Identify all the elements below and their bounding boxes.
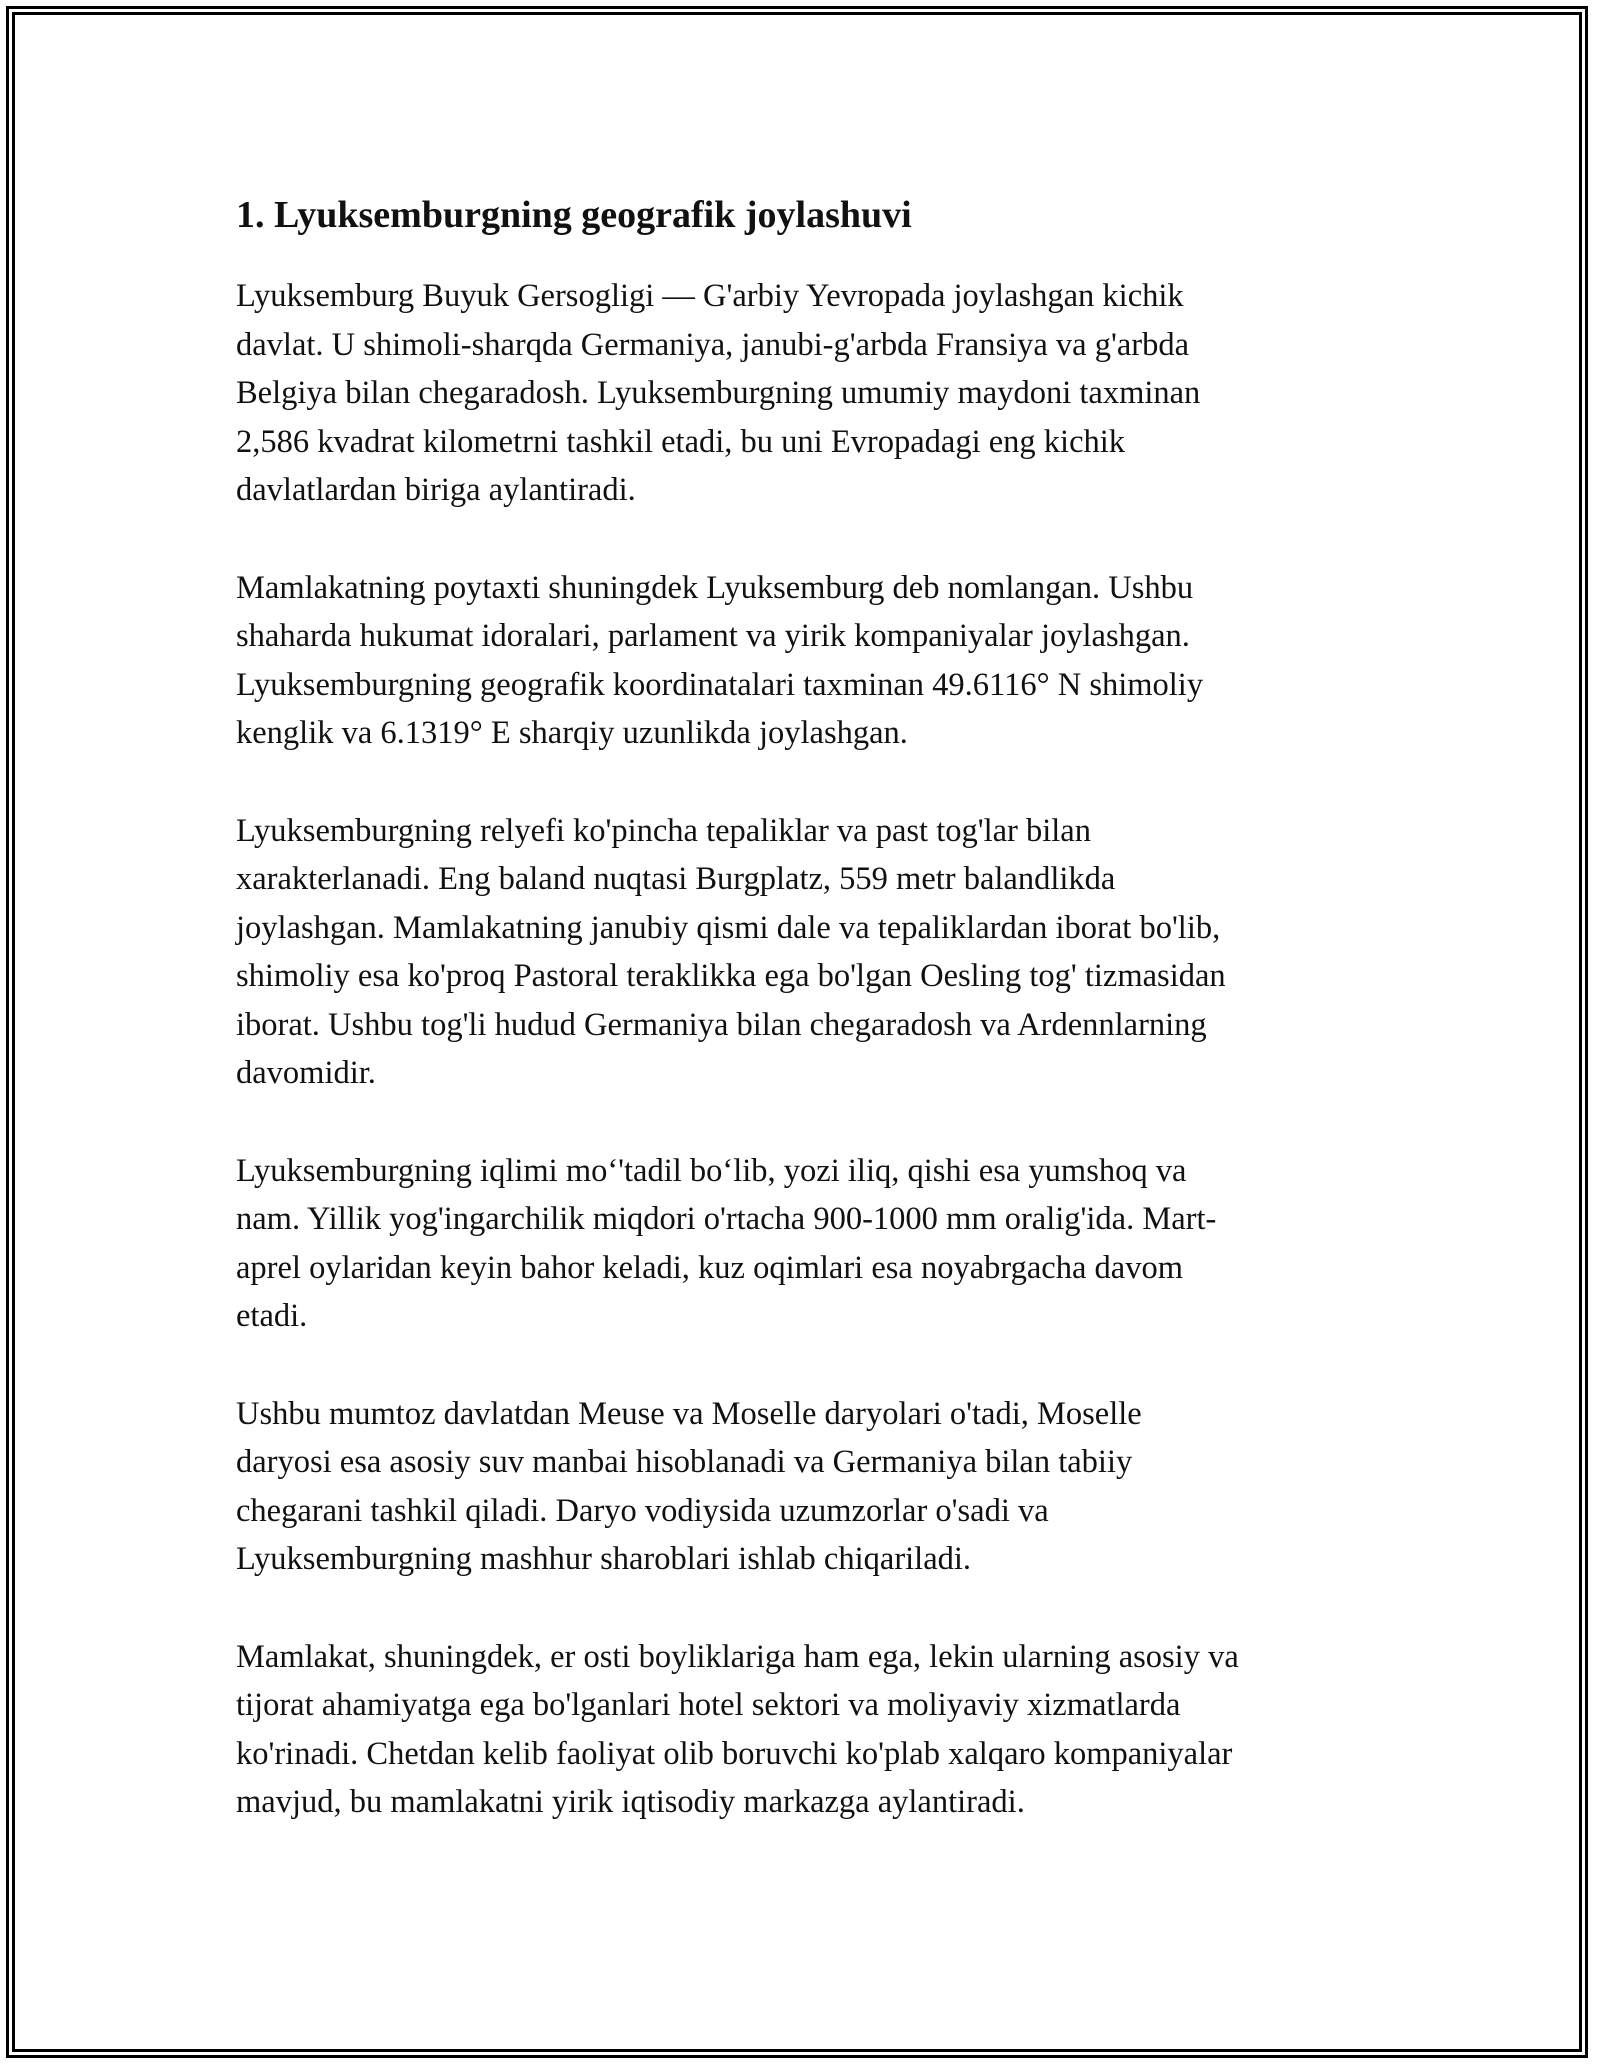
paragraph-line: kenglik va 6.1319° E sharqiy uzunlikda joylashgan. <box>236 715 908 751</box>
paragraph-line: tijorat ahamiyatga ega bo'lganlari hotel sektori va moliyaviy xizmatlarda <box>236 1687 1181 1723</box>
paragraph <box>236 272 1376 515</box>
paragraph-line: Lyuksemburgning mashhur sharoblari ishlab chiqariladi. <box>236 1541 972 1577</box>
section-heading: 1. Lyuksemburgning geografik joylashuvi <box>236 194 912 236</box>
paragraph <box>236 1633 1376 1827</box>
paragraph-line: Mamlakatning poytaxti shuningdek Lyuksemburg deb nomlangan. Ushbu <box>236 569 1194 606</box>
paragraph-line: iborat. Ushbu tog'li hudud Germaniya bilan chegaradosh va Ardennlarning <box>236 1006 1207 1043</box>
paragraph-line: ko'rinadi. Chetdan kelib faoliyat olib boruvchi ko'plab xalqaro kompaniyalar <box>236 1735 1233 1772</box>
paragraph-line: davlat. U shimoli-sharqda Germaniya, janubi-g'arbda Fransiya va g'arbda <box>236 326 1190 363</box>
paragraph-line: davlatlardan biriga aylantiradi. <box>236 472 636 508</box>
paragraph-line: Mamlakat, shuningdek, er osti boyliklariga ham ega, lekin ularning asosiy va <box>236 1638 1239 1675</box>
document-body <box>236 188 1376 1876</box>
paragraph-line: Lyuksemburgning geografik koordinatalari taxminan 49.6116° N shimoliy <box>236 666 1204 703</box>
paragraph <box>236 1147 1376 1341</box>
paragraph-line: davomidir. <box>236 1055 376 1091</box>
paragraph-line: chegarani tashkil qiladi. Daryo vodiysida uzumzorlar o'sadi va <box>236 1492 1049 1529</box>
paragraph-line: Lyuksemburg Buyuk Gersogligi — G'arbiy Yevropada joylashgan kichik <box>236 278 1184 314</box>
paragraph <box>236 564 1376 758</box>
paragraph <box>236 1390 1376 1584</box>
paragraph-line: Ushbu mumtoz davlatdan Meuse va Moselle daryolari o'tadi, Moselle <box>236 1395 1142 1432</box>
paragraph-list <box>236 272 1376 1827</box>
paragraph-line: daryosi esa asosiy suv manbai hisoblanadi va Germaniya bilan tabiiy <box>236 1444 1133 1480</box>
paragraph-line: mavjud, bu mamlakatni yirik iqtisodiy markazga aylantiradi. <box>236 1784 1025 1820</box>
paragraph-line: xarakterlanadi. Eng baland nuqtasi Burgplatz, 559 metr balandlikda <box>236 861 1116 897</box>
paragraph-line: shimoliy esa ko'proq Pastoral teraklikka ega bo'lgan Oesling tog' tizmasidan <box>236 958 1226 994</box>
paragraph-line: Lyuksemburgning relyefi ko'pincha tepaliklar va past tog'lar bilan <box>236 812 1091 849</box>
paragraph-line: shaharda hukumat idoralari, parlament va yirik kompaniyalar joylashgan. <box>236 618 1190 654</box>
paragraph-line: nam. Yillik yog'ingarchilik miqdori o'rtacha 900-1000 mm oralig'ida. Mart- <box>236 1201 1217 1237</box>
paragraph <box>236 807 1376 1098</box>
paragraph-line: Belgiya bilan chegaradosh. Lyuksemburgning umumiy maydoni taxminan <box>236 375 1201 411</box>
paragraph-line: Lyuksemburgning iqlimi mo‘'tadil bo‘lib, yozi iliq, qishi esa yumshoq va <box>236 1152 1187 1189</box>
paragraph-line: aprel oylaridan keyin bahor keladi, kuz oqimlari esa noyabrgacha davom <box>236 1249 1183 1286</box>
paragraph-line: etadi. <box>236 1298 308 1334</box>
paragraph-line: 2,586 kvadrat kilometrni tashkil etadi, bu uni Evropadagi eng kichik <box>236 423 1126 460</box>
paragraph-line: joylashgan. Mamlakatning janubiy qismi dale va tepaliklardan iborat bo'lib, <box>236 909 1221 946</box>
